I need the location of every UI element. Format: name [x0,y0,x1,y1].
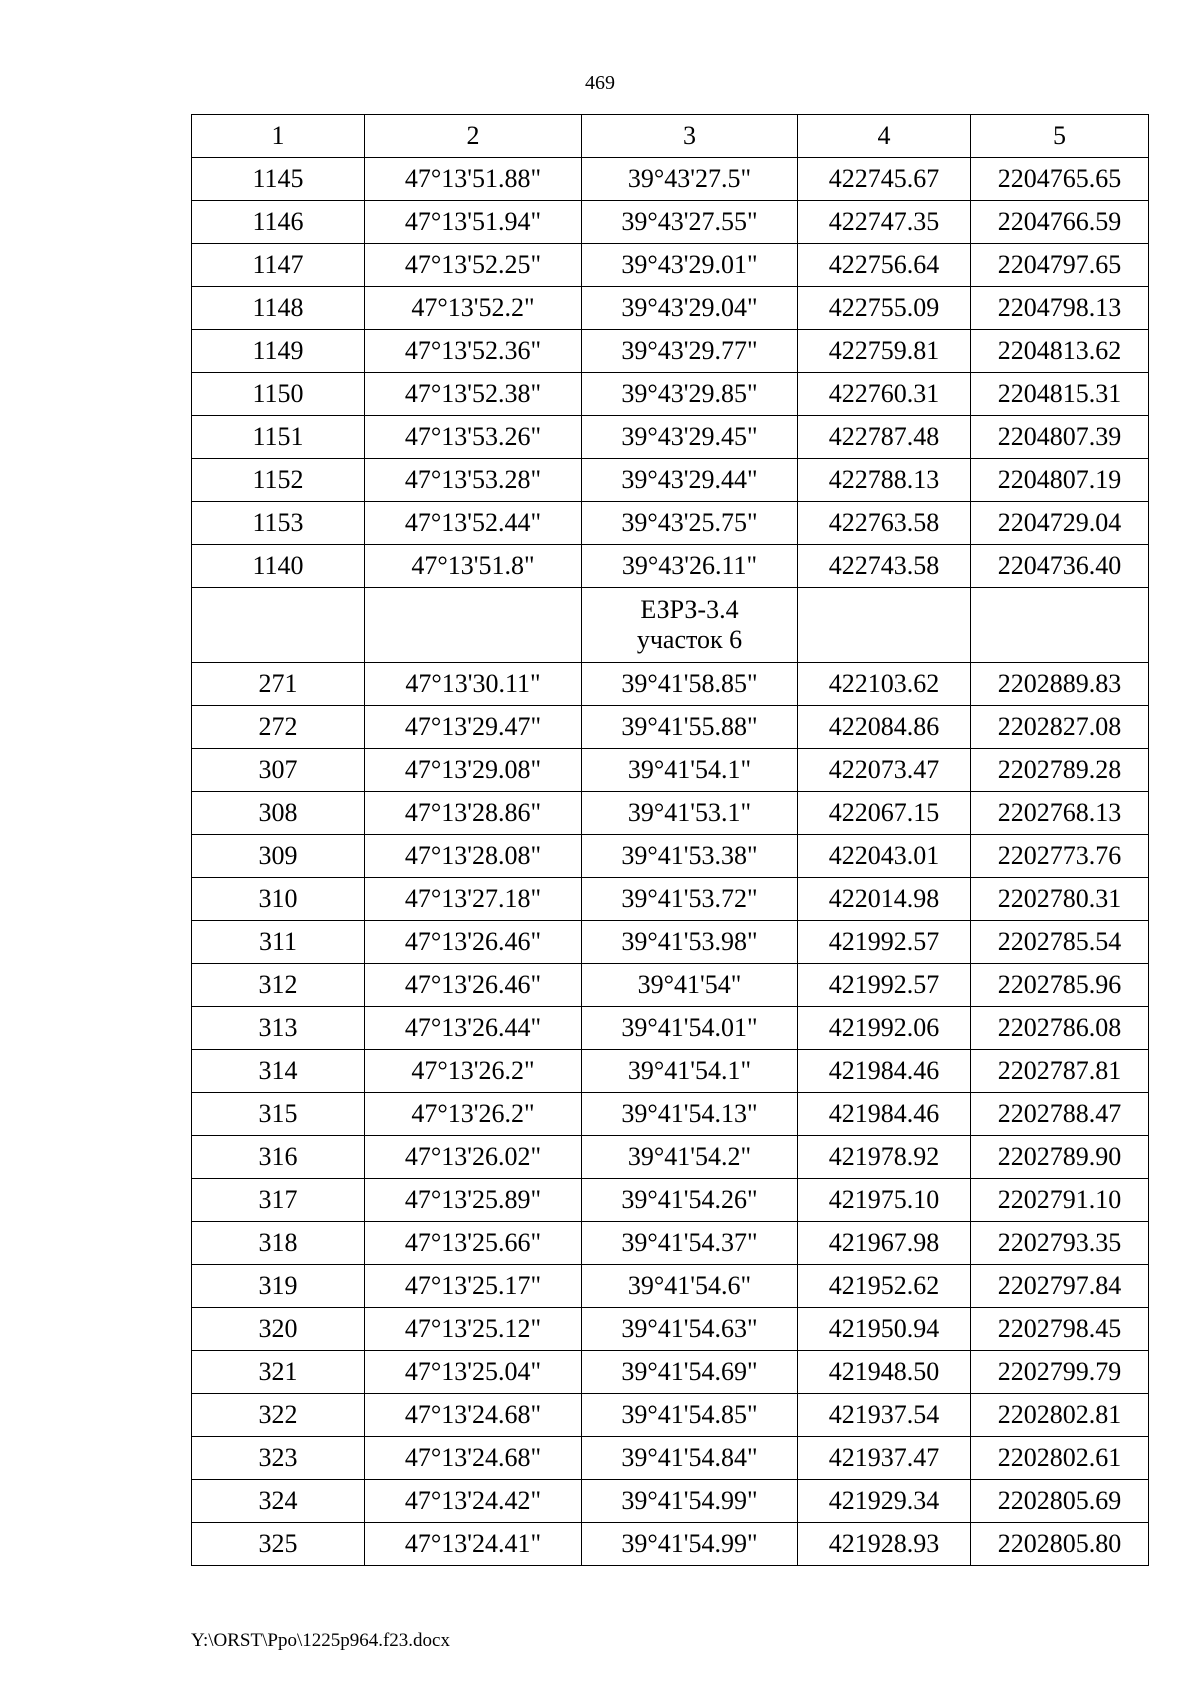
table-cell: 39°41'53.1" [582,792,798,835]
table-cell: 325 [192,1523,365,1566]
table-cell: 39°41'55.88" [582,706,798,749]
table-cell: 421992.06 [798,1007,971,1050]
table-cell: 421984.46 [798,1093,971,1136]
table-row [192,1136,1149,1179]
table-cell: 2204729.04 [971,502,1149,545]
table-row [192,201,1149,244]
table-cell: 39°41'53.38" [582,835,798,878]
table-cell: 39°41'53.72" [582,878,798,921]
table-cell: 321 [192,1351,365,1394]
table-cell: 47°13'27.18" [365,878,582,921]
table-cell: 39°41'54.1" [582,749,798,792]
table-cell: 422747.35 [798,201,971,244]
table-cell: 2204807.19 [971,459,1149,502]
table-cell: 47°13'26.02" [365,1136,582,1179]
header-cell: 2 [365,115,582,158]
table-cell: 39°43'29.45" [582,416,798,459]
section-title-line2: участок 6 [636,625,743,654]
table-row [192,749,1149,792]
table-row [192,1308,1149,1351]
table-row [192,287,1149,330]
table-cell: 421950.94 [798,1308,971,1351]
table-cell: 2202802.81 [971,1394,1149,1437]
table-cell: 1150 [192,373,365,416]
table-cell: 422787.48 [798,416,971,459]
section-title-line1: ЕЗРЗ-3.4 [640,595,739,624]
table-row [192,835,1149,878]
table-cell: 47°13'52.44" [365,502,582,545]
table-cell: 310 [192,878,365,921]
table-cell: 422760.31 [798,373,971,416]
table-cell: 421992.57 [798,921,971,964]
table-cell: 1147 [192,244,365,287]
table-cell: 2204797.65 [971,244,1149,287]
table-cell: 39°43'27.5" [582,158,798,201]
table-cell: 47°13'24.41" [365,1523,582,1566]
table-cell: 271 [192,663,365,706]
section-row [192,588,1149,663]
table-cell: 421929.34 [798,1480,971,1523]
table-cell: 2202798.45 [971,1308,1149,1351]
table-cell: 47°13'29.47" [365,706,582,749]
table-cell: 47°13'51.94" [365,201,582,244]
table-cell: 39°41'54" [582,964,798,1007]
table-cell: 422103.62 [798,663,971,706]
table-cell: 421948.50 [798,1351,971,1394]
table-row [192,1437,1149,1480]
table-cell: 47°13'52.38" [365,373,582,416]
empty-cell [798,588,971,663]
table-cell: 47°13'26.2" [365,1093,582,1136]
table-cell: 307 [192,749,365,792]
table-cell: 47°13'29.08" [365,749,582,792]
table-cell: 319 [192,1265,365,1308]
table-cell: 39°41'54.69" [582,1351,798,1394]
table-row [192,878,1149,921]
table-cell: 2202791.10 [971,1179,1149,1222]
table-row [192,964,1149,1007]
table-cell: 422759.81 [798,330,971,373]
table-cell: 421937.54 [798,1394,971,1437]
table-cell: 421978.92 [798,1136,971,1179]
table-row [192,1351,1149,1394]
table-cell: 421975.10 [798,1179,971,1222]
table-cell: 39°41'54.01" [582,1007,798,1050]
table-row [192,459,1149,502]
table-cell: 39°43'26.11" [582,545,798,588]
table-cell: 47°13'24.42" [365,1480,582,1523]
table-cell: 422743.58 [798,545,971,588]
table-cell: 311 [192,921,365,964]
table-cell: 39°43'29.04" [582,287,798,330]
table-row [192,1179,1149,1222]
table-cell: 47°13'52.25" [365,244,582,287]
table-cell: 39°41'54.99" [582,1480,798,1523]
table-cell: 2204807.39 [971,416,1149,459]
table-cell: 422084.86 [798,706,971,749]
table-cell: 2202805.80 [971,1523,1149,1566]
table-cell: 47°13'25.04" [365,1351,582,1394]
table-cell: 39°41'54.26" [582,1179,798,1222]
empty-cell [192,588,365,663]
table-cell: 1140 [192,545,365,588]
table-cell: 2202788.47 [971,1093,1149,1136]
table-row [192,1007,1149,1050]
table-row [192,158,1149,201]
table-cell: 47°13'28.86" [365,792,582,835]
table-cell: 1152 [192,459,365,502]
header-cell: 3 [582,115,798,158]
table-cell: 39°43'29.77" [582,330,798,373]
table-cell: 1149 [192,330,365,373]
table-cell: 316 [192,1136,365,1179]
table-cell: 47°13'51.88" [365,158,582,201]
table-cell: 2202780.31 [971,878,1149,921]
table-cell: 2204815.31 [971,373,1149,416]
table-cell: 2202793.35 [971,1222,1149,1265]
table-cell: 2202802.61 [971,1437,1149,1480]
table-cell: 39°41'54.37" [582,1222,798,1265]
empty-cell [365,588,582,663]
table-row [192,416,1149,459]
table-cell: 47°13'25.12" [365,1308,582,1351]
table-cell: 2204813.62 [971,330,1149,373]
table-cell: 422788.13 [798,459,971,502]
page-number: 469 [585,72,615,94]
table-row [192,373,1149,416]
table-cell: 422067.15 [798,792,971,835]
table-cell: 47°13'53.26" [365,416,582,459]
table-cell: 422043.01 [798,835,971,878]
table-cell: 2202805.69 [971,1480,1149,1523]
table-cell: 1148 [192,287,365,330]
table-cell: 47°13'28.08" [365,835,582,878]
table-row [192,244,1149,287]
table-cell: 47°13'26.46" [365,964,582,1007]
table-cell: 47°13'26.2" [365,1050,582,1093]
table-cell: 422745.67 [798,158,971,201]
table-row [192,706,1149,749]
table-cell: 2204736.40 [971,545,1149,588]
table-row [192,792,1149,835]
table-cell: 422756.64 [798,244,971,287]
table-cell: 2202768.13 [971,792,1149,835]
table-cell: 422763.58 [798,502,971,545]
table-cell: 39°43'29.44" [582,459,798,502]
table-cell: 39°41'54.85" [582,1394,798,1437]
table-cell: 422755.09 [798,287,971,330]
table-row [192,1394,1149,1437]
table-cell: 47°13'24.68" [365,1437,582,1480]
section-title-cell [582,588,798,663]
table-cell: 315 [192,1093,365,1136]
table-cell: 421992.57 [798,964,971,1007]
table-cell: 47°13'52.2" [365,287,582,330]
table-cell: 318 [192,1222,365,1265]
table-cell: 39°41'58.85" [582,663,798,706]
table-row [192,1222,1149,1265]
table-cell: 2202797.84 [971,1265,1149,1308]
table-cell: 2202785.96 [971,964,1149,1007]
table-cell: 272 [192,706,365,749]
table-cell: 39°41'53.98" [582,921,798,964]
empty-cell [971,588,1149,663]
table-row [192,921,1149,964]
table-cell: 422073.47 [798,749,971,792]
table-cell: 39°43'25.75" [582,502,798,545]
table-cell: 47°13'24.68" [365,1394,582,1437]
table-row [192,502,1149,545]
table-cell: 39°41'54.13" [582,1093,798,1136]
table-cell: 2202786.08 [971,1007,1149,1050]
table-row [192,1265,1149,1308]
header-cell: 5 [971,115,1149,158]
table-cell: 47°13'52.36" [365,330,582,373]
table-cell: 314 [192,1050,365,1093]
table-cell: 1145 [192,158,365,201]
table-cell: 39°43'29.01" [582,244,798,287]
table-cell: 2202773.76 [971,835,1149,878]
table-cell: 39°41'54.84" [582,1437,798,1480]
table-cell: 39°43'27.55" [582,201,798,244]
table-cell: 421928.93 [798,1523,971,1566]
table-cell: 39°43'29.85" [582,373,798,416]
header-cell: 1 [192,115,365,158]
table-cell: 322 [192,1394,365,1437]
header-cell: 4 [798,115,971,158]
header-row [192,115,1149,158]
table-cell: 421952.62 [798,1265,971,1308]
table-cell: 422014.98 [798,878,971,921]
table-cell: 47°13'26.44" [365,1007,582,1050]
table-cell: 2204766.59 [971,201,1149,244]
table-cell: 39°41'54.99" [582,1523,798,1566]
footer-file-path: Y:\ORST\Ppo\1225p964.f23.docx [191,1630,450,1651]
table-cell: 47°13'25.89" [365,1179,582,1222]
table-cell: 2202827.08 [971,706,1149,749]
table-cell: 47°13'26.46" [365,921,582,964]
table-row [192,663,1149,706]
table-row [192,1050,1149,1093]
table-cell: 324 [192,1480,365,1523]
table-cell: 47°13'25.66" [365,1222,582,1265]
table-cell: 2202789.28 [971,749,1149,792]
table-cell: 47°13'51.8" [365,545,582,588]
table-cell: 2204798.13 [971,287,1149,330]
table-row [192,330,1149,373]
table-cell: 47°13'53.28" [365,459,582,502]
table-row [192,545,1149,588]
coordinates-table [191,114,1149,1566]
table-cell: 1151 [192,416,365,459]
table-cell: 421984.46 [798,1050,971,1093]
table-cell: 309 [192,835,365,878]
table-cell: 317 [192,1179,365,1222]
table-cell: 2202785.54 [971,921,1149,964]
table-cell: 39°41'54.6" [582,1265,798,1308]
table-cell: 2202889.83 [971,663,1149,706]
table-cell: 47°13'30.11" [365,663,582,706]
table-cell: 312 [192,964,365,1007]
table-cell: 47°13'25.17" [365,1265,582,1308]
table-row [192,1093,1149,1136]
table-cell: 421937.47 [798,1437,971,1480]
table-cell: 320 [192,1308,365,1351]
table-row [192,1480,1149,1523]
table-cell: 308 [192,792,365,835]
table-cell: 2204765.65 [971,158,1149,201]
table-cell: 313 [192,1007,365,1050]
table-cell: 2202799.79 [971,1351,1149,1394]
table-cell: 2202787.81 [971,1050,1149,1093]
table-cell: 1146 [192,201,365,244]
table-cell: 39°41'54.63" [582,1308,798,1351]
table-cell: 1153 [192,502,365,545]
table-cell: 323 [192,1437,365,1480]
table-cell: 421967.98 [798,1222,971,1265]
table-cell: 39°41'54.2" [582,1136,798,1179]
table-row [192,1523,1149,1566]
table-cell: 39°41'54.1" [582,1050,798,1093]
table-cell: 2202789.90 [971,1136,1149,1179]
